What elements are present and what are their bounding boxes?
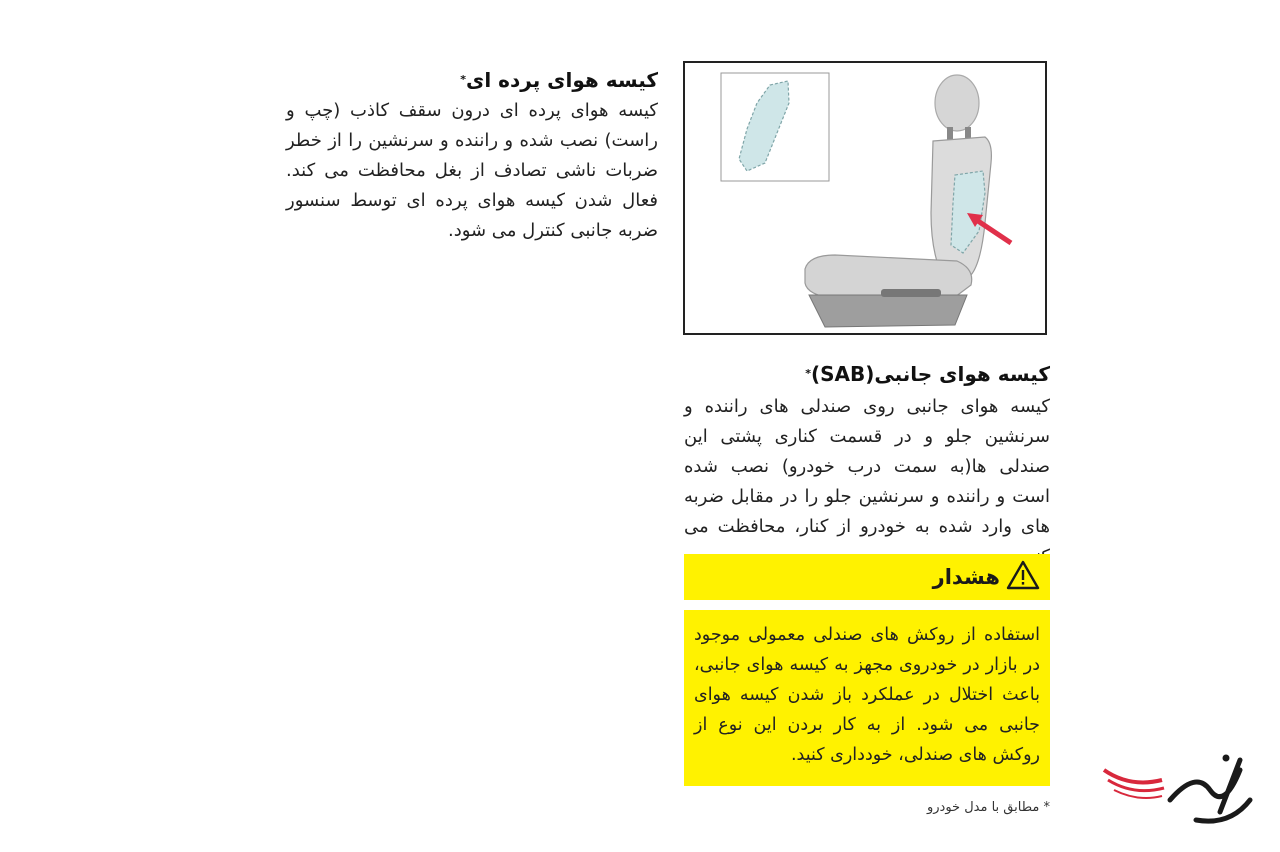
footnote: * مطابق با مدل خودرو xyxy=(927,800,1050,815)
model-dependent-mark: * xyxy=(460,73,467,86)
model-dependent-mark: * xyxy=(805,367,811,380)
side-airbag-description: کیسه هوای جانبی روی صندلی های راننده و سرنشین جلو و در قسمت کناری پشتی این صندلی ها(به سمت درب خودرو) نصب شده است و راننده و سرنشین جلو را در مقابل ضربه های وارد شده به خودرو از کنار، محافظت می xyxy=(684,396,1050,537)
curtain-airbag-title: کیسه هوای پرده ای* xyxy=(460,68,658,92)
curtain-airbag-section xyxy=(286,66,658,246)
warning-label: هشدار xyxy=(932,565,1000,589)
brand-logo xyxy=(1100,740,1260,834)
seat-base xyxy=(809,295,967,327)
seat-airbag-illustration xyxy=(683,61,1047,335)
side-airbag-section xyxy=(684,360,1050,572)
seat-headrest xyxy=(935,75,979,131)
warning-description: استفاده از روکش های صندلی معمولی موجود در بازار در خودروی مجهز به کیسه هوای جانبی، باعث اختلال در عملکرد باز شدن کیسه هوای جانبی می شود. از به کار بردن این نوع از روکش های صندلی، خودداری کنید. xyxy=(694,625,1040,765)
warning-box xyxy=(684,610,1050,786)
curtain-airbag-description: کیسه هوای پرده ای درون سقف کاذب (چپ و راست) نصب شده و راننده و سرنشین را از خطر ضربات ناشی تصادف از بغل محافظت می کند. فعال شدن کیسه هوای پرده ای توسط سنسور ضربه جانبی کنترل می شود. xyxy=(286,100,658,241)
warning-triangle-icon xyxy=(1006,560,1040,594)
side-airbag-title: کیسه هوای جانبی(SAB)* xyxy=(805,362,1050,386)
warning-header xyxy=(684,554,1050,600)
